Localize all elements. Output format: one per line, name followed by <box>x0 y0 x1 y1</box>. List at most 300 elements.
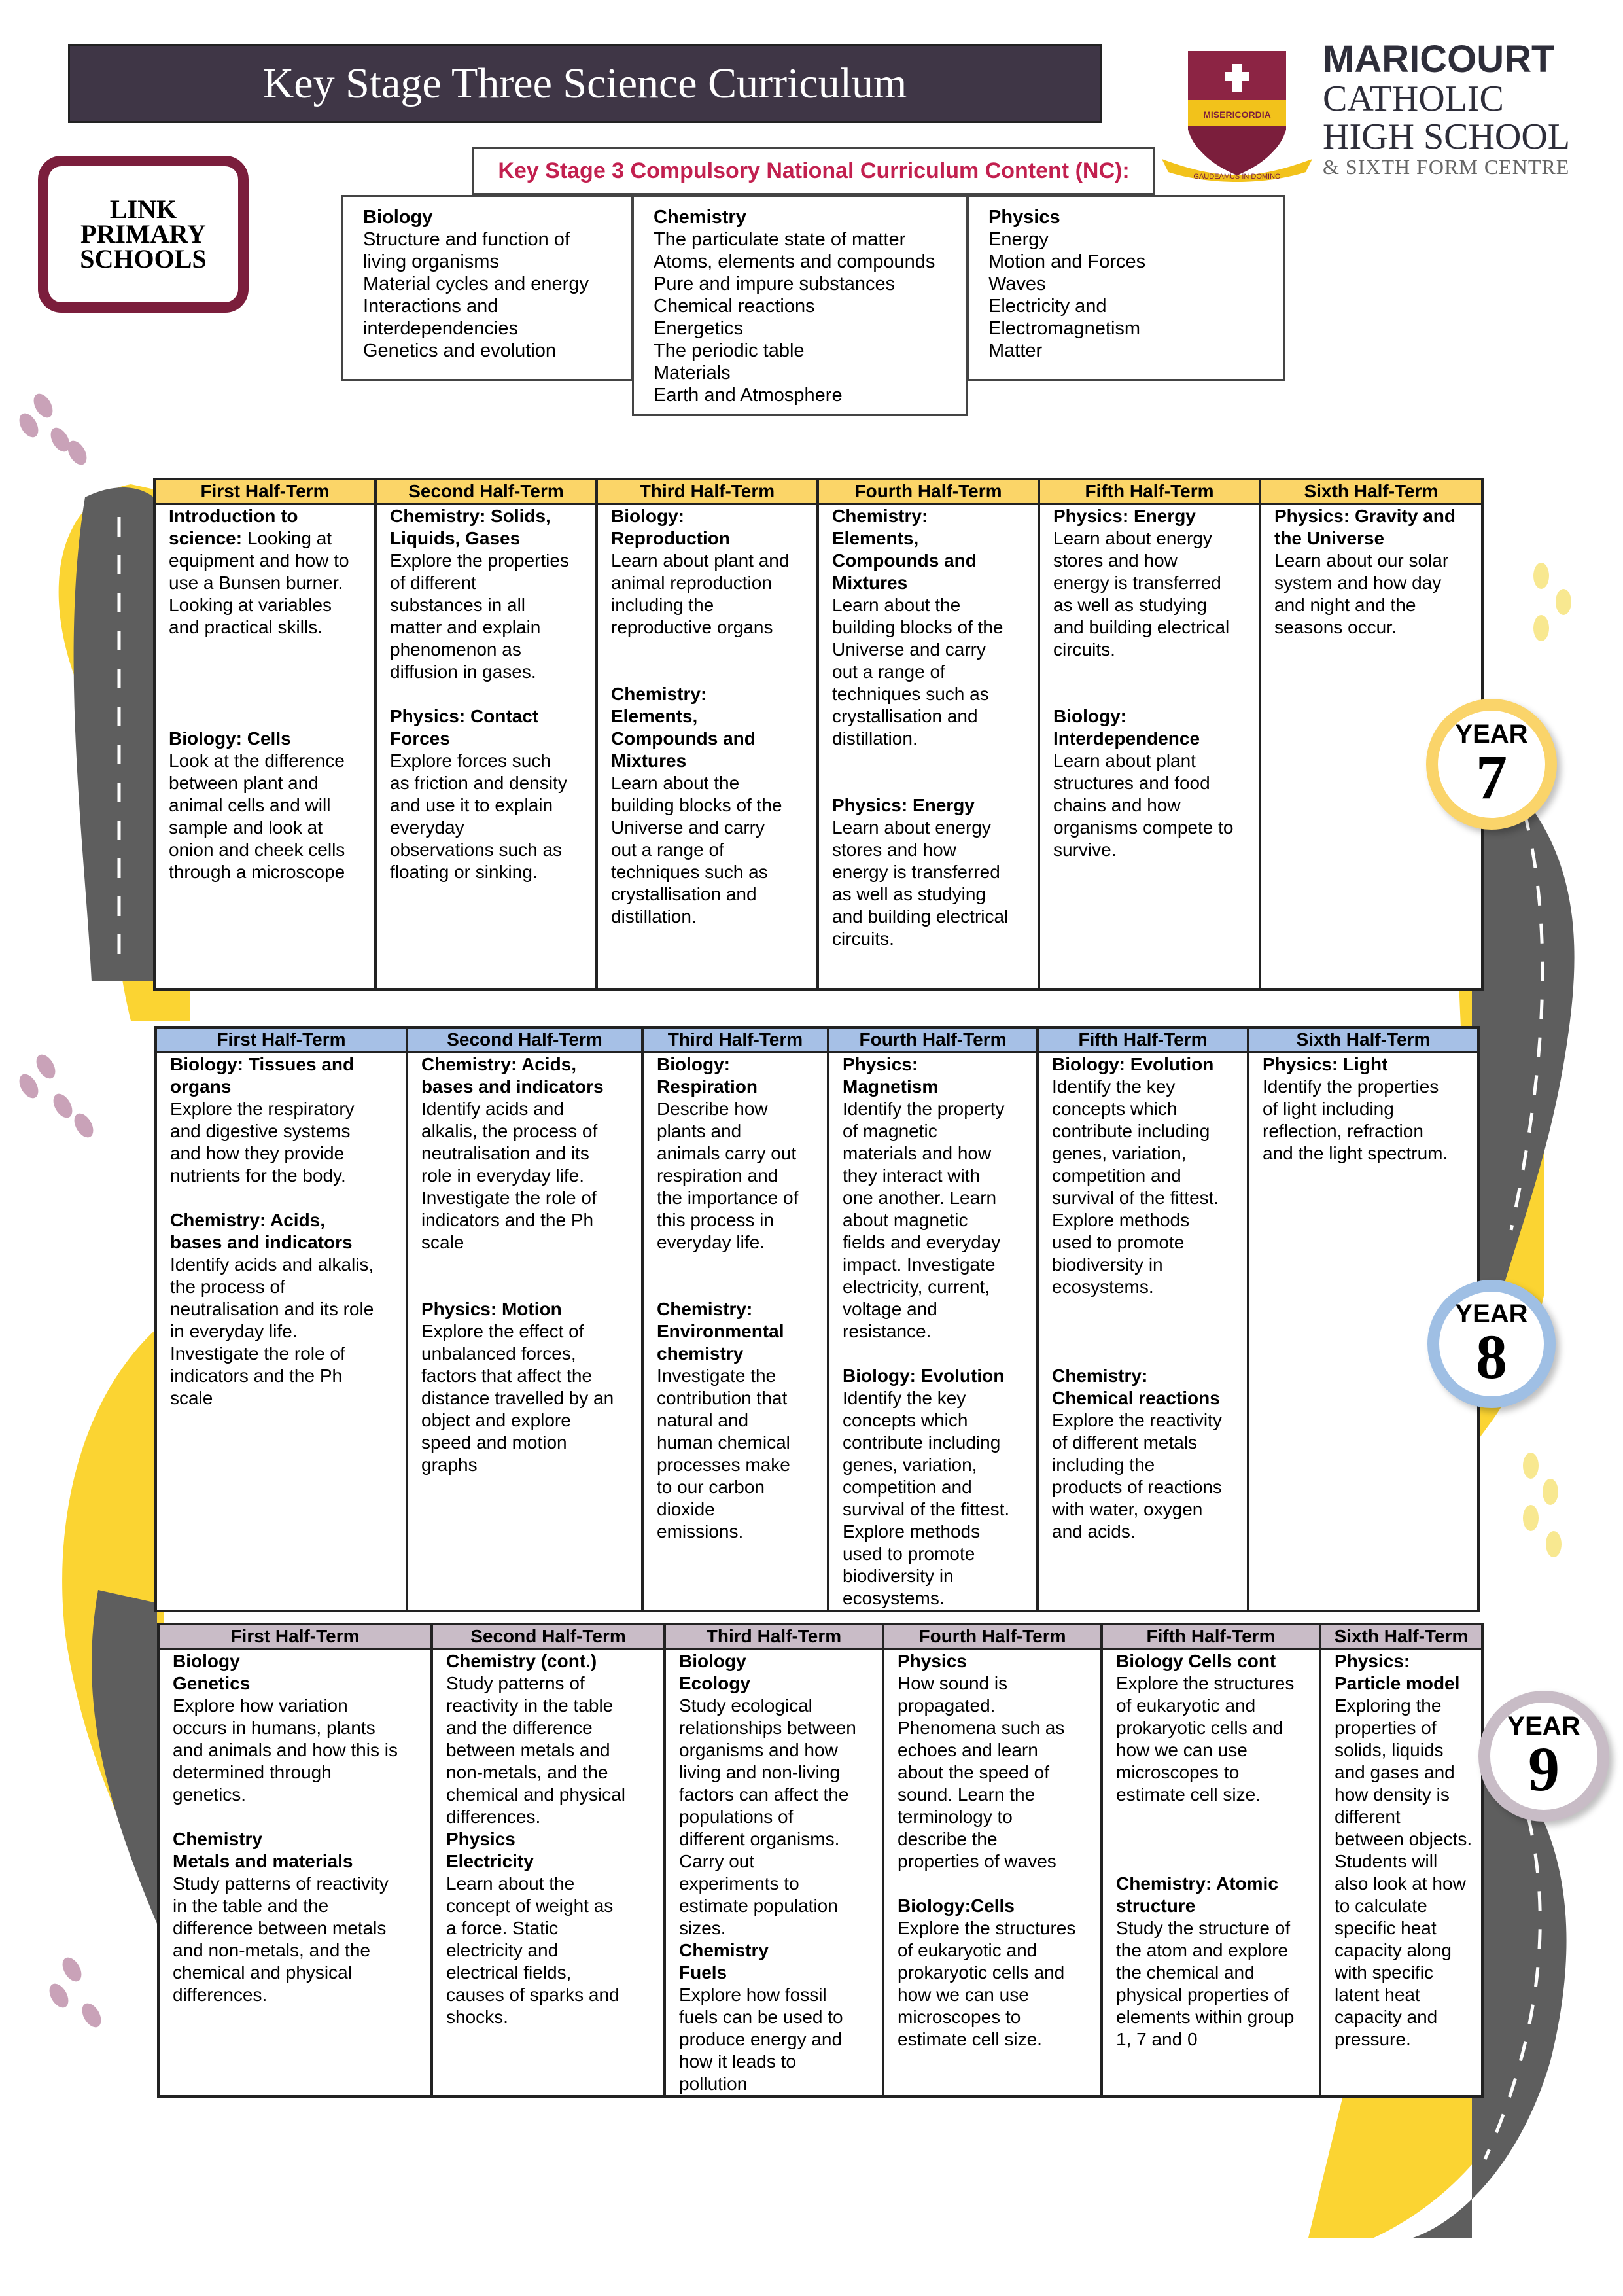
cell-text-line: of magnetic <box>843 1121 937 1141</box>
cell-text-line: Identify the key <box>1052 1076 1176 1097</box>
cell-heading-line: Physics <box>446 1829 515 1849</box>
cell-text-line: Study patterns of reactivity <box>173 1873 389 1894</box>
cell-text-line: survive. <box>1053 839 1117 860</box>
school-name-line4: & SIXTH FORM CENTRE <box>1323 155 1570 179</box>
cell-text-line: and how they provide <box>170 1143 345 1163</box>
cell-text-line: Universe and carry <box>832 639 986 660</box>
nc-list-item: Structure and function of <box>363 229 570 250</box>
term-header: Fifth Half-Term <box>1039 479 1260 504</box>
nc-list-item: Chemical reactions <box>654 296 815 317</box>
cell-heading-text: science: <box>169 528 243 548</box>
term-header: Second Half-Term <box>407 1027 642 1052</box>
cell-text-line: Explore the structures <box>898 1918 1076 1938</box>
term-cell <box>156 1052 407 1611</box>
line-gap <box>898 1873 1095 1895</box>
cell-text-line: electrical fields, <box>446 1962 572 1983</box>
cell-text-line: techniques such as <box>611 862 768 882</box>
nc-list-item: Materials <box>654 362 731 383</box>
line-gap <box>169 661 369 683</box>
term-header: Fourth Half-Term <box>883 1624 1102 1649</box>
cell-text-line: unbalanced forces, <box>421 1343 576 1364</box>
cell-text-line: how we can use <box>898 1985 1029 2005</box>
nc-list-item: Genetics and evolution <box>363 340 557 361</box>
cell-text-line: indicators and the Ph <box>421 1210 594 1230</box>
cell-text-line: and the difference <box>446 1718 593 1738</box>
cell-text-line: difference between metals <box>173 1918 387 1938</box>
year7-badge <box>1426 699 1557 830</box>
cell-text-line: animal cells and will <box>169 795 331 815</box>
cell-text-line: Study patterns of <box>446 1673 585 1693</box>
cell-text-line: techniques such as <box>832 684 989 704</box>
cell-text-line: terminology to <box>898 1807 1013 1827</box>
nc-list-item: Interactions and <box>363 296 498 317</box>
road-top-left <box>74 487 154 981</box>
cell-text-line: Phenomena such as <box>898 1718 1065 1738</box>
cell-text-line: Learn about energy <box>1053 528 1212 548</box>
cell-text-line: 1, 7 and 0 <box>1116 2029 1198 2049</box>
cell-heading-line: bases and indicators <box>170 1232 353 1252</box>
cell-text-line: estimate population <box>679 1896 838 1916</box>
cell-text-line: graphs <box>421 1455 478 1475</box>
cell-text-line: survival of the fittest. <box>843 1499 1010 1519</box>
cell-heading-line: Biology <box>679 1651 746 1671</box>
cell-text-line: Describe how <box>657 1099 768 1119</box>
cell-text-line: different organisms. <box>679 1829 840 1849</box>
cell-text-line: organisms compete to <box>1053 817 1234 838</box>
cell-text-line: and non-metals, and the <box>173 1940 370 1960</box>
cell-heading-line: Chemistry: <box>1052 1366 1148 1386</box>
cell-heading-line: structure <box>1116 1896 1196 1916</box>
cell-text-line: describe the <box>898 1829 998 1849</box>
cell-text-line: the importance of <box>657 1188 799 1208</box>
cell-text-line: they interact with <box>843 1165 981 1186</box>
cell-text-line: Learn about the <box>832 595 961 615</box>
cell-text-line: and gases and <box>1335 1762 1455 1782</box>
cell-text-line: relationships between <box>679 1718 856 1738</box>
line-gap <box>173 1806 425 1828</box>
cell-text-line: between plant and <box>169 773 319 793</box>
cell-heading-line: Metals and materials <box>173 1851 353 1871</box>
cell-text-line: Explore how variation <box>173 1695 348 1716</box>
nc-list-item: Energy <box>988 229 1049 250</box>
cell-text-line: nutrients for the body. <box>170 1165 346 1186</box>
cell-heading-line: Biology:Cells <box>898 1896 1015 1916</box>
line-gap <box>1052 1343 1242 1365</box>
cell-heading-line: the Universe <box>1274 528 1385 548</box>
cell-text-line: the process of <box>170 1277 285 1297</box>
cell-text-line: genes, variation, <box>1052 1143 1187 1163</box>
cell-text-line: building blocks of the <box>832 617 1003 637</box>
cell-heading-line: Physics: Light <box>1263 1054 1388 1074</box>
cell-text-line: Learn about our solar <box>1274 550 1449 571</box>
line-gap <box>169 639 369 661</box>
cell-text-line: to calculate <box>1335 1896 1427 1916</box>
cell-text-line: neutralisation and its role <box>170 1299 374 1319</box>
cell-text-line: how we can use <box>1116 1740 1248 1760</box>
cell-heading-line: chemistry <box>657 1343 744 1364</box>
cell-text-line: competition and <box>843 1477 972 1497</box>
term-cell <box>642 1052 828 1611</box>
cell-text-line: matter and explain <box>390 617 541 637</box>
cell-text-line: Study ecological <box>679 1695 812 1716</box>
cell-text-line: chemical and physical <box>446 1784 625 1805</box>
term-header: Third Half-Term <box>642 1027 828 1052</box>
cell-text-line: microscopes to <box>1116 1762 1240 1782</box>
cell-heading-line: Elements, <box>611 706 698 726</box>
nc-list-item: living organisms <box>363 251 499 272</box>
cell-text-line: occurs in humans, plants <box>173 1718 375 1738</box>
cell-text-line: echoes and learn <box>898 1740 1038 1760</box>
nc-list-item: Electromagnetism <box>988 318 1141 339</box>
school-crest-icon <box>1162 38 1312 182</box>
cell-heading-line: Chemistry: <box>611 684 707 704</box>
cell-text-line: sample and look at <box>169 817 323 838</box>
cell-text-line: including the <box>1052 1455 1155 1475</box>
cell-text-line: resistance. <box>843 1321 932 1341</box>
term-header: First Half-Term <box>154 479 375 504</box>
year7-badge-number: 7 <box>1476 742 1507 812</box>
cell-text-line: Explore the respiratory <box>170 1099 355 1119</box>
cell-text-line: and animals and how this is <box>173 1740 398 1760</box>
cell-text-line: scale <box>421 1232 464 1252</box>
crest-ribbon-text: GAUDEAMUS IN DOMINO <box>1193 173 1281 181</box>
cell-text-line: used to promote <box>1052 1232 1185 1252</box>
line-gap <box>169 705 369 728</box>
cell-text-line: Investigate the role of <box>170 1343 345 1364</box>
cell-text-line: neutralisation and its <box>421 1143 589 1163</box>
cell-text-line: indicators and the Ph <box>170 1366 343 1386</box>
cell-text-line: electricity and <box>446 1940 559 1960</box>
term-header: Third Half-Term <box>597 479 818 504</box>
cell-text-line: reproductive organs <box>611 617 773 637</box>
cell-text-line: fields and everyday <box>843 1232 1001 1252</box>
cell-text-line: chains and how <box>1053 795 1181 815</box>
cell-text-line: contribute including <box>843 1432 1001 1453</box>
cell-text-line: contribute including <box>1052 1121 1210 1141</box>
cell-text-line: pressure. <box>1335 2029 1411 2049</box>
cell-text-line: produce energy and <box>679 2029 843 2049</box>
cell-text: Looking at <box>242 528 332 548</box>
cell-text-line: fuels can be used to <box>679 2007 843 2027</box>
cell-heading-line: Electricity <box>446 1851 534 1871</box>
cell-text-line: structures and food <box>1053 773 1210 793</box>
cell-text-line: of different metals <box>1052 1432 1198 1453</box>
cell-text-line: of eukaryotic and <box>898 1940 1038 1960</box>
cell-text-line: through a microscope <box>169 862 345 882</box>
cell-text-line: out a range of <box>832 662 945 682</box>
cell-heading-line: Chemistry <box>679 1940 769 1960</box>
cell-text-line: and practical skills. <box>169 617 323 637</box>
cell-text-line: Learn about plant <box>1053 751 1196 771</box>
cell-text-line: specific heat <box>1335 1918 1437 1938</box>
cell-text-line: Students will <box>1335 1851 1438 1871</box>
nc-list-item: Pure and impure substances <box>654 274 896 294</box>
year7-badge-label: YEAR <box>1455 720 1528 749</box>
cell-text-line: in the table and the <box>173 1896 329 1916</box>
school-name-line1: MARICOURT <box>1323 38 1555 80</box>
term-cell <box>828 1052 1038 1611</box>
line-gap <box>421 1254 636 1276</box>
cell-heading-line: Chemistry: <box>832 506 928 526</box>
line-gap <box>832 750 1032 772</box>
cell-text-line: differences. <box>446 1807 541 1827</box>
cell-text-line: propagated. <box>898 1695 996 1716</box>
cell-text-line: Investigate the role of <box>421 1188 597 1208</box>
cell-text-line: factors can affect the <box>679 1784 849 1805</box>
cell-text-line: and acids. <box>1052 1521 1136 1542</box>
cell-text-line: Explore the reactivity <box>1052 1410 1222 1430</box>
cell-heading-line: Chemistry: Solids, <box>390 506 551 526</box>
nc-list-item: Atoms, elements and compounds <box>654 251 935 272</box>
cell-text-line: reactivity in the table <box>446 1695 614 1716</box>
term-cell <box>407 1052 642 1611</box>
cell-text-line: one another. Learn <box>843 1188 997 1208</box>
footprints-pink-mid <box>16 1051 97 1141</box>
cell-text-line: natural and <box>657 1410 749 1430</box>
cell-text-line: system and how day <box>1274 573 1442 593</box>
cell-text-line: stores and how <box>832 839 956 860</box>
cell-text-line: of eukaryotic and <box>1116 1695 1256 1716</box>
cell-text-line: in everyday life. <box>170 1321 298 1341</box>
cell-text-line: Study the structure of <box>1116 1918 1291 1938</box>
cell-text-line: phenomenon as <box>390 639 521 660</box>
nc-list-item: The periodic table <box>654 340 805 361</box>
cell-heading-line: Physics: <box>1335 1651 1410 1671</box>
cell-text-line: Identify acids and alkalis, <box>170 1254 374 1275</box>
cell-text-line: prokaryotic cells and <box>1116 1718 1283 1738</box>
school-name <box>1323 39 1570 178</box>
cell-text-line: pollution <box>679 2074 748 2094</box>
cell-text-line: Explore methods <box>1052 1210 1190 1230</box>
cell-text-line: and building electrical <box>1053 617 1230 637</box>
cell-heading-line: Introduction to <box>169 506 298 526</box>
cell-text-line: impact. Investigate <box>843 1254 996 1275</box>
cell-text-line: as well as studying <box>832 884 986 904</box>
cell-text-line: out a range of <box>611 839 724 860</box>
cell-heading-line: Physics: <box>843 1054 918 1074</box>
cell-text-line: and use it to explain <box>390 795 553 815</box>
cell-text-line: respiration and <box>657 1165 778 1186</box>
cell-text-line: about the speed of <box>898 1762 1049 1782</box>
cell-heading-line: Biology Cells cont <box>1116 1651 1276 1671</box>
cell-text-line: floating or sinking. <box>390 862 538 882</box>
cell-text-line: how density is <box>1335 1784 1450 1805</box>
cell-text-line: Explore the properties <box>390 550 569 571</box>
nc-list-item: Energetics <box>654 318 744 339</box>
cell-heading-line: Environmental <box>657 1321 784 1341</box>
cell-text-line: distance travelled by an <box>421 1388 614 1408</box>
cell-text-line: sizes. <box>679 1918 726 1938</box>
footprints-yellow-right-mid <box>1523 1453 1562 1557</box>
cell-text-line: Exploring the <box>1335 1695 1442 1716</box>
line-gap <box>1052 1298 1242 1320</box>
cell-text-line: differences. <box>173 1985 268 2005</box>
cell-text-line: ecosystems. <box>843 1588 945 1608</box>
cell-heading-line: Chemistry: Atomic <box>1116 1873 1278 1894</box>
cell-text-line: Learn about plant and <box>611 550 790 571</box>
nc-list-item: Waves <box>988 274 1046 294</box>
cell-text-line: electricity, current, <box>843 1277 990 1297</box>
line-gap <box>1116 1828 1314 1850</box>
line-gap <box>611 661 811 683</box>
cell-text-line: scale <box>170 1388 213 1408</box>
year9-badge-label: YEAR <box>1507 1712 1580 1740</box>
cell-text-line: chemical and physical <box>173 1962 352 1983</box>
cell-text-line: concept of weight as <box>446 1896 614 1916</box>
cell-text-line: shocks. <box>446 2007 508 2027</box>
cell-text-line: solids, liquids <box>1335 1740 1444 1760</box>
cell-text-line: Carry out <box>679 1851 755 1871</box>
term-header: Second Half-Term <box>375 479 597 504</box>
cell-heading-line: Physics: Contact <box>390 706 539 726</box>
cell-text-line: How sound is <box>898 1673 1008 1693</box>
cell-heading-line: Chemical reactions <box>1052 1388 1220 1408</box>
cell-text-line: of different <box>390 573 476 593</box>
cell-heading-line: Chemistry: <box>657 1299 753 1319</box>
cell-text-line: everyday <box>390 817 464 838</box>
cell-text-line: and building electrical <box>832 906 1009 927</box>
term-header: Sixth Half-Term <box>1320 1624 1482 1649</box>
term-header: Sixth Half-Term <box>1260 479 1482 504</box>
year7-header-row <box>154 479 1482 504</box>
cell-text-line: with specific <box>1335 1962 1433 1983</box>
cell-text-line: including the <box>611 595 714 615</box>
page-title-text: Key Stage Three Science Curriculum <box>262 60 907 107</box>
cell-heading-line: Elements, <box>832 528 919 548</box>
cell-text-line: Investigate the <box>657 1366 777 1386</box>
cell-text-line: emissions. <box>657 1521 744 1542</box>
cell-text-line: observations such as <box>390 839 563 860</box>
cell-heading-line: Liquids, Gases <box>390 528 521 548</box>
nc-physics-list <box>988 228 1283 362</box>
cell-text-line: Identify acids and <box>421 1099 564 1119</box>
footprints-yellow-right-top <box>1533 563 1571 641</box>
line-gap <box>657 1276 822 1298</box>
term-cell <box>154 504 375 989</box>
cell-text-line: of light including <box>1263 1099 1394 1119</box>
cell-text-line: organisms and how <box>679 1740 838 1760</box>
year9-header-row <box>158 1624 1482 1649</box>
cell-text-line: onion and cheek cells <box>169 839 345 860</box>
nc-list-item: Earth and Atmosphere <box>654 385 843 406</box>
cell-text-line: Learn about the <box>611 773 740 793</box>
cell-heading-line: Chemistry: Acids, <box>421 1054 577 1074</box>
cell-text-line: as friction and density <box>390 773 567 793</box>
cell-text-line: dioxide <box>657 1499 715 1519</box>
cell-heading-line: Physics <box>898 1651 967 1671</box>
cell-text-line: biodiversity in <box>1052 1254 1163 1275</box>
cell-text-line: substances in all <box>390 595 526 615</box>
term-header: Sixth Half-Term <box>1248 1027 1478 1052</box>
cell-text-line: crystallisation and <box>832 706 978 726</box>
cell-text-line: the atom and explore <box>1116 1940 1289 1960</box>
cell-text-line: also look at how <box>1335 1873 1466 1894</box>
cell-text-line: non-metals, and the <box>446 1762 608 1782</box>
year8-badge <box>1427 1280 1556 1408</box>
cell-heading-line: Mixtures <box>611 751 687 771</box>
nc-physics-box <box>967 195 1285 381</box>
cell-text-line: different <box>1335 1807 1401 1827</box>
cell-text-line: plants and <box>657 1121 742 1141</box>
line-gap <box>1053 683 1253 705</box>
cell-text-line: role in everyday life. <box>421 1165 585 1186</box>
link-primary-schools-box[interactable] <box>38 156 249 313</box>
cell-text-line: estimate cell size. <box>898 2029 1042 2049</box>
crest-banner-text: MISERICORDIA <box>1203 109 1271 120</box>
term-cell <box>375 504 597 989</box>
cell-text-line: products of reactions <box>1052 1477 1222 1497</box>
year7-body-row <box>154 504 1482 989</box>
cell-text-line: about magnetic <box>843 1210 968 1230</box>
cell-text-line: use a Bunsen burner. <box>169 573 343 593</box>
link-box-line3: SCHOOLS <box>80 244 207 274</box>
year8-body-row <box>156 1052 1478 1611</box>
cell-text-line: object and explore <box>421 1410 571 1430</box>
cell-text-line: equipment and how to <box>169 550 349 571</box>
term-cell <box>818 504 1039 989</box>
cell-text-line: Explore methods <box>843 1521 981 1542</box>
cell-text-line: capacity and <box>1335 2007 1438 2027</box>
term-header: Fourth Half-Term <box>818 479 1039 504</box>
nc-heading-text: Key Stage 3 Compulsory National Curriculum Content (NC): <box>498 158 1130 183</box>
term-cell <box>597 504 818 989</box>
link-box-line1: LINK <box>109 194 177 224</box>
line-gap <box>169 683 369 705</box>
cell-text-line: stores and how <box>1053 550 1178 571</box>
nc-list-item: The particulate state of matter <box>654 229 906 250</box>
cell-heading-line: Biology: Evolution <box>1052 1054 1214 1074</box>
cell-text-line: a force. Static <box>446 1918 559 1938</box>
year7-table <box>153 478 1484 991</box>
cell-text-line: genetics. <box>173 1784 247 1805</box>
cell-text-line: determined through <box>173 1762 332 1782</box>
cell-text-line: properties of waves <box>898 1851 1056 1871</box>
cell-text-line: used to promote <box>843 1544 975 1564</box>
cell-text-line: and night and the <box>1274 595 1416 615</box>
cell-text-line: everyday life. <box>657 1232 765 1252</box>
cell-heading-line: Chemistry <box>173 1829 262 1849</box>
term-cell <box>883 1649 1102 2096</box>
line-gap <box>832 772 1032 794</box>
cell-heading-line: Respiration <box>657 1076 758 1097</box>
cell-text-line: building blocks of the <box>611 795 782 815</box>
cell-text-line: contribution that <box>657 1388 788 1408</box>
cell-text-line: between objects. <box>1335 1829 1473 1849</box>
cell-heading-line: Compounds and <box>611 728 756 749</box>
cell-heading-line: Physics: Motion <box>421 1299 562 1319</box>
cell-heading-line: Biology <box>173 1651 240 1671</box>
cell-text-line: physical properties of <box>1116 1985 1289 2005</box>
cell-text-line: elements within group <box>1116 2007 1295 2027</box>
nc-chemistry-title: Chemistry <box>654 207 746 228</box>
cell-text-line: Explore forces such <box>390 751 551 771</box>
cell-text-line: energy is transferred <box>1053 573 1221 593</box>
cell-text-line: Identify the property <box>843 1099 1005 1119</box>
cell-heading-line: Biology: <box>657 1054 730 1074</box>
term-header: Second Half-Term <box>432 1624 665 1649</box>
term-cell <box>1039 504 1260 989</box>
line-gap <box>611 639 811 661</box>
cell-text-line: Identify the properties <box>1263 1076 1439 1097</box>
cell-text-line: seasons occur. <box>1274 617 1397 637</box>
cell-text-line: causes of sparks and <box>446 1985 620 2005</box>
nc-list-item: Material cycles and energy <box>363 274 589 294</box>
line-gap <box>390 683 590 705</box>
line-gap <box>1053 661 1253 683</box>
cell-text-line: populations of <box>679 1807 794 1827</box>
cell-heading-line: Biology: Evolution <box>843 1366 1005 1386</box>
term-header: First Half-Term <box>158 1624 432 1649</box>
